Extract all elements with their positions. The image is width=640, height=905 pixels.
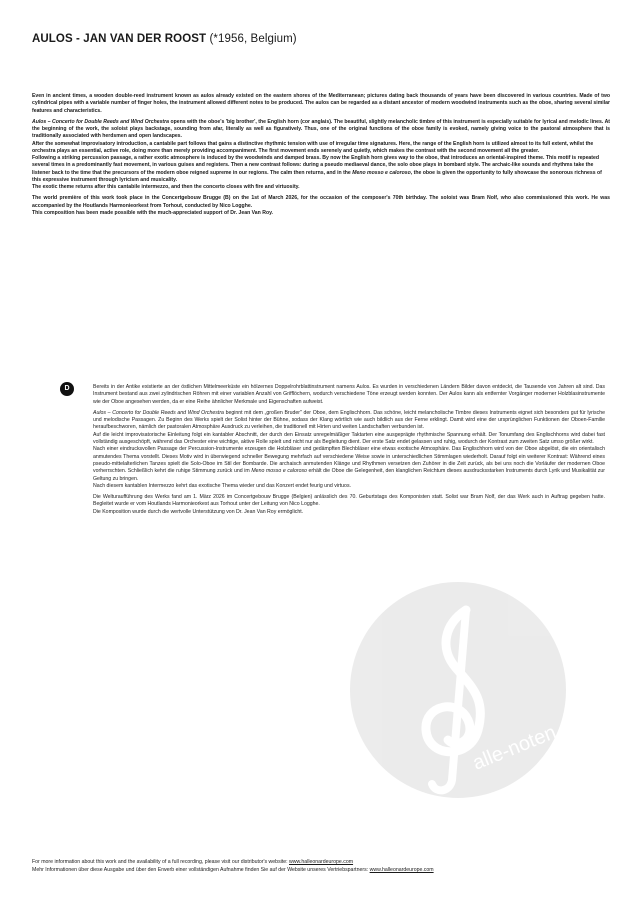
en-line-closing: The exotic theme returns after this cantabile intermezzo, and then the concerto closes with fire and virtuosity.	[32, 184, 300, 190]
footer-line-de	[32, 866, 612, 874]
footer-line-en	[32, 858, 612, 866]
footer-en-link[interactable]: www.halleonardeurope.com	[289, 859, 354, 865]
title-main: AULOS - JAN VAN DER ROOST	[32, 33, 207, 45]
en-line-cantabile: After the somewhat improvisatory introduction, a cantabile part follows that gains a distinctive rhythmic tension with use of irregular time signatures. Here, the range of the English horn is utilized almost to its full extent, whilst the orchestra plays an essential, active role, doing more than merely providing accompaniment. The first movement ends serenely and quietly, which makes the contrast with the second movement all the greater.	[32, 140, 594, 154]
de-paragraph-intro: Bereits in der Antike existierte an der östlichen Mittelmeerküste ein hölzernes Doppelrohrblattinstrument namens Aulos. Es wurden in verschiedenen Ländern Bilder davon entdeckt, die Tausende von Jahren alt sind. Das Instrument bestand aus zwei zylindrischen Röhren mit einer variablen Anzahl von Grifflöchern, wodurch verschiedene Töne erzeugt werden konnten. Der Aulos kann als entfernter Vorgänger moderner Holzblasinstrumente wie der Oboe angesehen werden, da er eine Reihe ähnlicher Merkmale und Eigenschaften aufweist.	[93, 384, 605, 405]
en-paragraph-movements	[32, 119, 610, 141]
language-marker-de: D	[60, 382, 74, 396]
footer-de-text: Mehr Informationen über diese Ausgabe und über den Erwerb einer vollständigen Aufnahme finden Sie auf der Website unseres Vertriebspartners:	[32, 867, 370, 874]
en-work-title: Aulos – Concerto for Double Reeds and Wind Orchestra	[32, 118, 169, 125]
german-text	[93, 384, 605, 516]
en-line-support: This composition has been made possible with the much-appreciated support of Dr. Jean Van Roy.	[32, 209, 273, 216]
footer	[32, 858, 612, 874]
de-line-closing: Nach diesem kantablen Intermezzo kehrt das exotische Thema wieder und das Konzert endet feurig und virtuos.	[93, 482, 351, 489]
en-paragraph-intro: Even in ancient times, a wooden double-reed instrument known as aulos already existed on the eastern shores of the Mediterranean; pictures dating back thousands of years have been discovered in various countries. Made of two cylindrical pipes with a variable number of finger holes, the instrument allowed different notes to be produced. The aulos can be regarded as a distant ancestor of modern woodwind instruments such as the oboe, sharing several similar features and characteristics.	[32, 93, 610, 114]
footer-de-link[interactable]: www.halleonardeurope.com	[369, 867, 434, 874]
en-line-percussion-a: Following a striking percussion passage, a rather exotic atmosphere is induced by the woodwinds and damped brass. By now the English horn gives way to the oboe, that introduces an oriental-inspired theme. This motif is repeated several times in a predominantly fast movement, in various guises and registers. Then a new contrast follows: during a pseudo mediaeval dance, the solo oboe plays in bombard style. The archaic-like sounds and rhythms take the listener back to the time that the precursors of the modern oboe reigned supreme in our regions. The calm then returns, and in the	[32, 155, 600, 176]
watermark-text: alle-noten.de	[469, 710, 586, 775]
de-line-percussion-a: Nach einer eindrucksvollen Passage der Percussion-Instrumente erzeugen die Holzbläser und gedämpften Blechbläser eine etwas exotische Atmosphäre. Das Englischhorn wird von der Oboe abgelöst, die ein orientalisch anmutendes Thema vorstellt. Dieses Motiv wird in überwiegend schneller Bewegung mehrfach auf verschiedene Weise sowie in unterschiedlichen Stimmlagen wiederholt. Darauf folgt ein weiterer Kontrast: Während eines pseudo-mittelalterlichen Tanzes spielt die Solo-Oboe im Stil der Bombarde. Die archaisch anmutenden Klänge und Rhythmen versetzen den Zuhörer in die Zeit zurück, als bei uns noch die Vorläufer der modernen Oboe vorherrschten. Schließlich kehrt die ruhige Stimmung zurück und im	[93, 446, 605, 475]
en-line-percussion-b: , the oboe is given the opportunity to fully showcase the sonorous richness of this expressive instrument through lyricism and musicality.	[32, 169, 602, 183]
footer-en-text: For more information about this work and the availability of a full recording, please visit our distributor's website:	[32, 859, 290, 865]
english-text	[32, 93, 610, 217]
title-subtitle: (*1956, Belgium)	[209, 33, 297, 45]
de-line-percussion-b: erhält die Oboe die Gelegenheit, den klanglichen Reichtum dieses ausdrucksstarken Instruments durch Lyrik und Musikalität zur Geltung zu bringen.	[93, 468, 605, 482]
de-tempo-marking: Meno mosso e caloroso	[251, 468, 307, 475]
en-paragraph-premiere: The world première of this work took place in the Concertgebouw Brugge (B) on the 1st of March 2026, for the occasion of the composer's 70th birthday. The soloist was Bram Nolf, who also commissioned this work. He was accompanied by the Houtlands Harmonieorkest from Torhout, conducted by Nico Logghe.	[32, 195, 610, 209]
en-line-percussion	[32, 155, 610, 184]
de-line-percussion	[93, 446, 605, 482]
en-tempo-marking: Meno mosso e caloroso	[352, 169, 411, 176]
treble-clef-icon	[348, 580, 586, 800]
en-paragraph-movements-text: opens with the oboe's 'big brother', the English horn (cor anglais). The beautiful, slightly melancholic timbre of this instrument is especially suitable for lyrical and melodic lines. At the beginning of the work, the soloist plays backstage, sounding from afar, literally as well as figuratively. Thus, one of the original functions of the oboe family is evoked, namely giving voice to the pastoral atmosphere that is traditionally associated with herdsmen and open landscapes.	[32, 118, 610, 140]
de-line-cantabile: Auf die leicht improvisatorische Einleitung folgt ein kantabler Abschnitt, der durch den Einsatz unregelmäßiger Taktarten eine ausgeprägte rhythmische Spannung erhält. Der Tonumfang des Englischhorns wird dabei fast vollständig ausgeschöpft, während das Orchester eine wichtige, aktive Rolle spielt und nicht nur als Begleitung dient. Der erste Satz endet gelassen und ruhig, wodurch der Kontrast zum zweiten Satz umso größer wirkt.	[93, 431, 605, 446]
de-paragraph-movements-text: beginnt mit dem „großen Bruder" der Oboe, dem Englischhorn. Das schöne, leicht melancholische Timbre dieses Instruments eignet sich besonders gut für lyrische und melodische Passagen. Zu Beginn des Werks spielt der Solist hinter der Bühne, sodass der Klang wörtlich wie auch bildlich aus der Ferne erklingt. Damit wird eine der ursprünglichen Funktionen der Oboen-Familie heraufbeschworen, nämlich der pastoralen Atmosphäre Ausdruck zu verleihen, die traditionell mit Hirten und weiten Landschaften verbunden ist.	[93, 409, 605, 431]
de-work-title: Aulos – Concerto for Double Reeds and Wind Orchestra	[93, 409, 224, 416]
de-line-support: Die Komposition wurde durch die wertvolle Unterstützung von Dr. Jean Van Roy ermöglicht.	[93, 508, 304, 515]
page-title	[32, 33, 297, 45]
de-paragraph-premiere: Die Welturaufführung des Werks fand am 1. März 2026 im Concertgebouw Brugge (Belgien) anlässlich des 70. Geburtstags des Komponisten statt. Solist war Bram Nolf, der das Werk auch in Auftrag gegeben hatte. Begleitet wurde er vom Houtlands Harmonieorkest aus Torhout unter der Leitung von Nico Logghe.	[93, 494, 605, 508]
de-paragraph-movements	[93, 410, 605, 432]
